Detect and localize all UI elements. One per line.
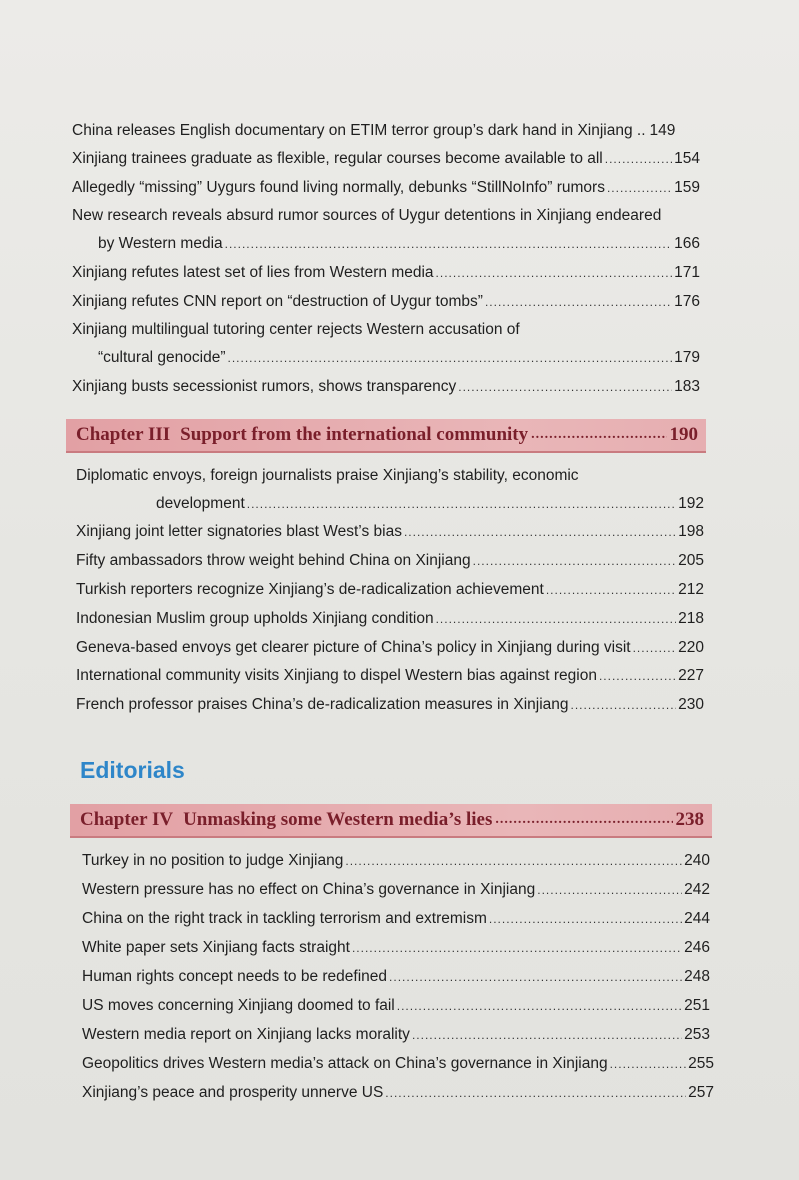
entry-title-cont: development bbox=[156, 495, 245, 512]
chapter-heading bbox=[70, 804, 712, 838]
entry-page: 192 bbox=[678, 495, 704, 512]
entry-title: Western pressure has no effect on China’s governance in Xinjiang bbox=[82, 881, 536, 898]
entry-title: White paper sets Xinjiang facts straight bbox=[82, 939, 350, 956]
toc-entry bbox=[72, 320, 700, 368]
entry-title: French professor praises China’s de-radicalization measures in Xinjiang bbox=[76, 696, 569, 713]
entry-page: 183 bbox=[674, 378, 700, 395]
toc-entry bbox=[76, 551, 704, 571]
entry-page: 227 bbox=[678, 667, 704, 684]
toc-entry bbox=[82, 1083, 714, 1103]
entry-title: China releases English documentary on ETIM terror group’s dark hand in Xinjiang .. bbox=[72, 122, 646, 139]
chapter-page: 238 bbox=[675, 809, 704, 830]
entry-title: Turkey in no position to judge Xinjiang bbox=[82, 852, 344, 869]
toc-entry bbox=[72, 121, 700, 141]
entry-page: 230 bbox=[678, 696, 704, 713]
section-heading: Editorials bbox=[80, 757, 185, 783]
entry-page: 171 bbox=[674, 264, 700, 281]
chapter-title: Support from the international community bbox=[180, 424, 529, 445]
entry-page: 159 bbox=[674, 179, 700, 196]
entry-page: 253 bbox=[684, 1026, 710, 1043]
toc-entry bbox=[72, 263, 700, 283]
entry-title: Indonesian Muslim group upholds Xinjiang condition bbox=[76, 610, 434, 627]
toc-entry bbox=[82, 880, 710, 900]
entry-title: US moves concerning Xinjiang doomed to fail bbox=[82, 997, 395, 1014]
toc-entry bbox=[82, 1025, 710, 1045]
entry-page: 257 bbox=[688, 1084, 714, 1101]
toc-entry bbox=[76, 522, 704, 542]
toc-entry bbox=[72, 206, 700, 254]
toc-entry bbox=[72, 292, 700, 312]
entry-page: 179 bbox=[674, 349, 700, 366]
entry-page: 255 bbox=[688, 1055, 714, 1072]
toc-entry bbox=[76, 580, 704, 600]
entry-title: Geneva-based envoys get clearer picture of China’s policy in Xinjiang during visit bbox=[76, 639, 631, 656]
toc-entry bbox=[76, 466, 704, 514]
entry-page: 166 bbox=[674, 235, 700, 252]
entry-title: Geopolitics drives Western media’s attack on China’s governance in Xinjiang bbox=[82, 1055, 608, 1072]
entry-title: International community visits Xinjiang to dispel Western bias against region bbox=[76, 667, 597, 684]
entry-title: Fifty ambassadors throw weight behind China on Xinjiang bbox=[76, 552, 471, 569]
entry-title: China on the right track in tackling terrorism and extremism bbox=[82, 910, 487, 927]
entry-page: 220 bbox=[678, 639, 704, 656]
entry-title: Diplomatic envoys, foreign journalists praise Xinjiang’s stability, economic bbox=[76, 467, 579, 484]
toc-entry bbox=[82, 909, 710, 929]
entry-page: 212 bbox=[678, 581, 704, 598]
toc-entry bbox=[72, 377, 700, 397]
entry-page: 248 bbox=[684, 968, 710, 985]
chapter-page: 190 bbox=[669, 424, 698, 445]
chapter-heading bbox=[66, 419, 706, 453]
entry-page: 198 bbox=[678, 523, 704, 540]
toc-entry bbox=[82, 967, 710, 987]
entry-page: 242 bbox=[684, 881, 710, 898]
chapter-number: Chapter III bbox=[76, 424, 171, 445]
entry-page: 251 bbox=[684, 997, 710, 1014]
toc-entry bbox=[82, 938, 710, 958]
chapter-number: Chapter IV bbox=[80, 809, 174, 830]
entry-title: Xinjiang busts secessionist rumors, shows transparency bbox=[72, 378, 457, 395]
entry-title: Xinjiang refutes CNN report on “destruction of Uygur tombs” bbox=[72, 293, 483, 310]
toc-entry bbox=[82, 996, 710, 1016]
entry-title: Xinjiang joint letter signatories blast West’s bias bbox=[76, 523, 402, 540]
entry-title: Western media report on Xinjiang lacks morality bbox=[82, 1026, 410, 1043]
entry-title: Xinjiang trainees graduate as flexible, regular courses become available to all bbox=[72, 150, 603, 167]
entry-title-cont: “cultural genocide” bbox=[98, 349, 226, 366]
toc-entry bbox=[76, 609, 704, 629]
entry-page: 205 bbox=[678, 552, 704, 569]
toc-entry bbox=[72, 178, 700, 198]
entry-title: Allegedly “missing” Uygurs found living normally, debunks “StillNoInfo” rumors bbox=[72, 179, 605, 196]
entry-title: Human rights concept needs to be redefined bbox=[82, 968, 388, 985]
entry-title: Xinjiang multilingual tutoring center rejects Western accusation of bbox=[72, 321, 520, 338]
toc-entry bbox=[72, 149, 700, 169]
entry-title: Xinjiang’s peace and prosperity unnerve US bbox=[82, 1084, 384, 1101]
entry-title: Turkish reporters recognize Xinjiang’s de-radicalization achievement bbox=[76, 581, 544, 598]
entry-page: 244 bbox=[684, 910, 710, 927]
entry-page: 240 bbox=[684, 852, 710, 869]
entry-page: 246 bbox=[684, 939, 710, 956]
entry-page: 218 bbox=[678, 610, 704, 627]
entry-page: 154 bbox=[674, 150, 700, 167]
entry-title-cont: by Western media bbox=[98, 235, 223, 252]
entry-title: New research reveals absurd rumor sources of Uygur detentions in Xinjiang endeared bbox=[72, 207, 662, 224]
toc-entry bbox=[82, 1054, 714, 1074]
toc-entry bbox=[76, 695, 704, 715]
entry-page: 149 bbox=[649, 122, 676, 139]
toc-entry bbox=[76, 638, 704, 658]
entry-title: Xinjiang refutes latest set of lies from Western media bbox=[72, 264, 434, 281]
entry-page: 176 bbox=[674, 293, 700, 310]
chapter-title: Unmasking some Western media’s lies bbox=[183, 809, 493, 830]
toc-entry bbox=[76, 666, 704, 686]
toc-entry bbox=[82, 851, 710, 871]
